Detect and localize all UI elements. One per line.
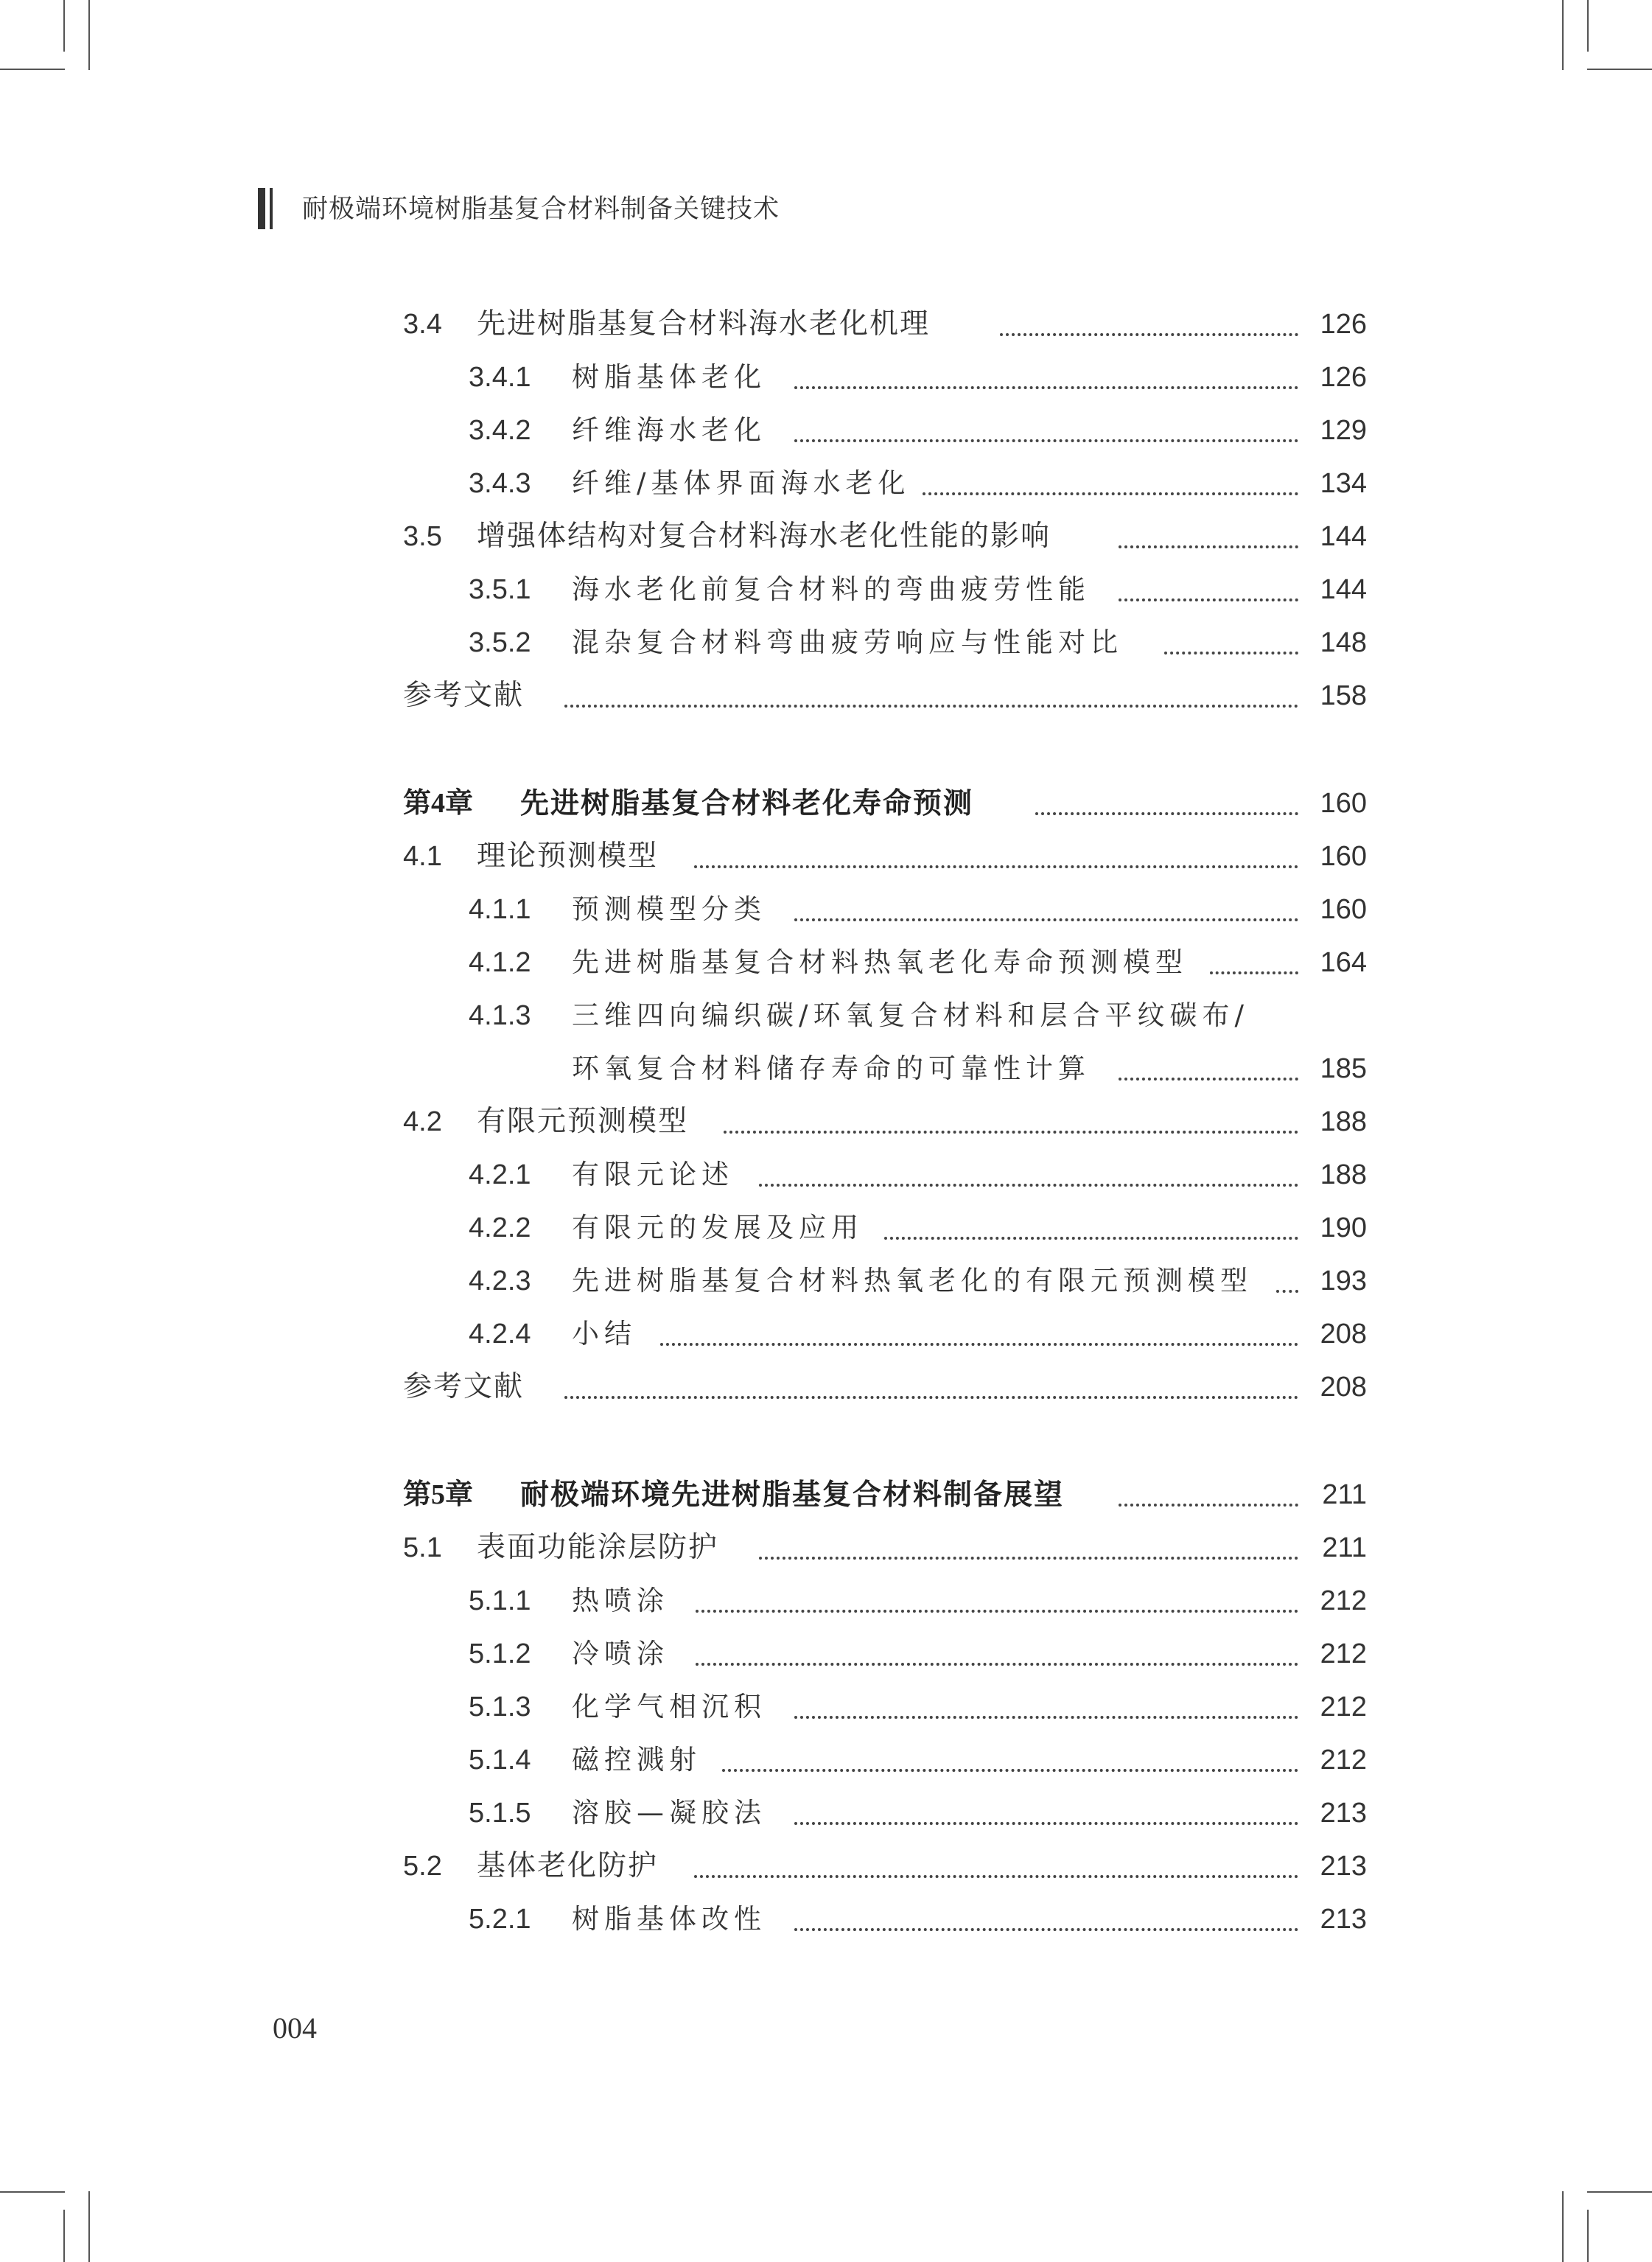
toc-number: 5.2.1 [469, 1904, 531, 1935]
toc-number: 5.1.4 [469, 1745, 531, 1776]
toc-title: 有限元预测模型 [477, 1105, 689, 1138]
toc-number: 5.1.2 [469, 1638, 531, 1669]
toc-title: 先进树脂基复合材料热氧老化寿命预测模型 [572, 946, 1188, 978]
toc-leader-dots [1119, 541, 1298, 548]
toc-number: 4.1.2 [469, 947, 531, 978]
toc-page: 160 [1320, 841, 1367, 872]
toc-page: 158 [1320, 680, 1367, 711]
toc-page: 211 [1322, 1532, 1367, 1563]
toc-number: 4.2.4 [469, 1319, 531, 1350]
toc-leader-dots [794, 914, 1298, 921]
toc-title: 小结 [572, 1318, 637, 1350]
toc-entry[interactable] [0, 1521, 1652, 1574]
toc-entry-continuation[interactable] [0, 1042, 1652, 1095]
toc-leader-dots [923, 488, 1298, 495]
toc-title: 冷喷涂 [572, 1638, 669, 1669]
toc-page: 144 [1320, 574, 1367, 605]
header-bar-decoration [270, 188, 273, 229]
header-bar-decoration [258, 188, 265, 229]
toc-leader-dots [1119, 594, 1298, 601]
crop-mark [1587, 2191, 1652, 2193]
toc-leader-dots [1164, 647, 1298, 654]
toc-page: 190 [1320, 1212, 1367, 1243]
toc-entry[interactable] [0, 1095, 1652, 1148]
toc-number: 5.1 [403, 1532, 442, 1563]
toc-page: 212 [1320, 1585, 1367, 1616]
toc-number: 3.4.1 [469, 362, 531, 393]
toc-page: 160 [1320, 894, 1367, 925]
toc-title: 表面功能涂层防护 [477, 1531, 719, 1564]
toc-leader-dots [1276, 1285, 1298, 1293]
toc-title: 先进树脂基复合材料老化寿命预测 [520, 786, 974, 820]
toc-title: 先进树脂基复合材料热氧老化的有限元预测模型 [572, 1265, 1253, 1296]
toc-number: 4.1.3 [469, 1000, 531, 1031]
toc-page: 212 [1320, 1745, 1367, 1776]
toc-entry[interactable] [0, 457, 1652, 510]
toc-entry[interactable] [0, 1361, 1652, 1414]
toc-title: 预测模型分类 [572, 893, 766, 925]
crop-mark [1587, 0, 1589, 52]
toc-title: 溶胶—凝胶法 [572, 1797, 766, 1829]
toc-page: 160 [1320, 788, 1367, 819]
toc-number: 4.1.1 [469, 894, 531, 925]
toc-leader-dots [564, 700, 1298, 708]
toc-title: 树脂基体改性 [572, 1903, 766, 1935]
toc-entry[interactable] [0, 830, 1652, 883]
toc-title: 海水老化前复合材料的弯曲疲劳性能 [572, 573, 1091, 605]
toc-entry[interactable] [0, 1787, 1652, 1840]
toc-entry[interactable] [0, 1627, 1652, 1680]
toc-leader-dots [722, 1764, 1298, 1772]
toc-entry[interactable] [0, 510, 1652, 563]
toc-entry[interactable] [0, 298, 1652, 351]
toc-title: 增强体结构对复合材料海水老化性能的影响 [477, 520, 1051, 553]
toc-leader-dots [724, 1126, 1298, 1134]
crop-mark [1562, 2191, 1564, 2262]
toc-title: 有限元论述 [572, 1159, 734, 1190]
toc-entry[interactable] [0, 936, 1652, 989]
toc-number: 第5章 [403, 1479, 474, 1510]
toc-title: 热喷涂 [572, 1585, 669, 1616]
toc-entry[interactable] [0, 404, 1652, 457]
toc-number: 5.1.1 [469, 1585, 531, 1616]
toc-page: 212 [1320, 1692, 1367, 1722]
toc-page: 213 [1320, 1904, 1367, 1935]
toc-leader-dots [1210, 967, 1298, 974]
toc-number: 5.1.5 [469, 1798, 531, 1829]
toc-title: 环氧复合材料储存寿命的可靠性计算 [572, 1053, 1091, 1084]
toc-leader-dots [1000, 329, 1298, 336]
toc-number: 5.1.3 [469, 1692, 531, 1722]
toc-entry[interactable] [0, 563, 1652, 616]
toc-leader-dots [1119, 1073, 1298, 1081]
toc-number: 3.5 [403, 521, 442, 552]
toc-title: 树脂基体老化 [572, 361, 766, 393]
toc-entry[interactable] [0, 1840, 1652, 1893]
crop-mark [63, 0, 65, 52]
toc-entry[interactable] [0, 616, 1652, 669]
crop-mark [1562, 0, 1564, 70]
toc-number: 4.2.3 [469, 1266, 531, 1296]
toc-chapter-entry[interactable] [0, 1468, 1652, 1521]
toc-leader-dots [564, 1392, 1298, 1399]
toc-title: 先进树脂基复合材料海水老化机理 [477, 307, 931, 341]
toc-leader-dots [794, 382, 1298, 389]
toc-title: 参考文献 [403, 1370, 525, 1403]
toc-entry[interactable] [0, 1308, 1652, 1361]
toc-leader-dots [696, 1658, 1298, 1666]
toc-entry[interactable] [0, 883, 1652, 936]
crop-mark [88, 0, 90, 70]
toc-page: 213 [1320, 1798, 1367, 1829]
toc-entry[interactable] [0, 1148, 1652, 1201]
toc-entry[interactable] [0, 989, 1652, 1042]
toc-entry[interactable] [0, 351, 1652, 404]
crop-mark [63, 2210, 65, 2262]
toc-page: 211 [1322, 1479, 1367, 1510]
toc-page: 208 [1320, 1319, 1367, 1350]
toc-title: 纤维/基体界面海水老化 [572, 467, 911, 499]
toc-entry[interactable] [0, 669, 1652, 722]
toc-title: 磁控溅射 [572, 1744, 701, 1776]
crop-mark [88, 2191, 90, 2262]
toc-leader-dots [794, 1818, 1298, 1825]
toc-page: 185 [1320, 1053, 1367, 1084]
toc-leader-dots [660, 1338, 1298, 1346]
toc-leader-dots [759, 1179, 1298, 1187]
toc-leader-dots [884, 1232, 1298, 1240]
toc-number: 5.2 [403, 1851, 442, 1882]
toc-title: 理论预测模型 [477, 839, 659, 873]
toc-title: 耐极端环境先进树脂基复合材料制备展望 [520, 1478, 1065, 1512]
toc-page: 164 [1320, 947, 1367, 978]
toc-leader-dots [694, 1871, 1298, 1878]
toc-leader-dots [1035, 808, 1298, 815]
toc-page: 212 [1320, 1638, 1367, 1669]
toc-entry[interactable] [0, 1734, 1652, 1787]
toc-title: 参考文献 [403, 679, 525, 712]
toc-entry[interactable] [0, 1574, 1652, 1627]
toc-entry[interactable] [0, 1680, 1652, 1734]
toc-title: 混杂复合材料弯曲疲劳响应与性能对比 [572, 626, 1123, 658]
toc-page: 134 [1320, 468, 1367, 499]
crop-mark [0, 2191, 65, 2193]
toc-title: 有限元的发展及应用 [572, 1212, 864, 1243]
toc-number: 3.4 [403, 309, 442, 340]
toc-title: 三维四向编织碳/环氧复合材料和层合平纹碳布/ [572, 999, 1249, 1031]
toc-title: 纤维海水老化 [572, 414, 766, 446]
toc-number: 第4章 [403, 788, 474, 819]
toc-number: 4.2 [403, 1106, 442, 1137]
toc-leader-dots [694, 861, 1298, 868]
toc-page: 148 [1320, 627, 1367, 658]
toc-number: 4.1 [403, 841, 442, 872]
toc-entry[interactable] [0, 1893, 1652, 1946]
page-number: 004 [273, 2011, 317, 2045]
toc-page: 144 [1320, 521, 1367, 552]
toc-entry[interactable] [0, 1201, 1652, 1254]
toc-page: 213 [1320, 1851, 1367, 1882]
toc-number: 4.2.2 [469, 1212, 531, 1243]
toc-page: 193 [1320, 1266, 1367, 1296]
toc-title: 基体老化防护 [477, 1849, 659, 1882]
toc-page: 208 [1320, 1372, 1367, 1403]
toc-page: 126 [1320, 309, 1367, 340]
crop-mark [1587, 2210, 1589, 2262]
toc-number: 3.5.2 [469, 627, 531, 658]
crop-mark [1587, 69, 1652, 70]
crop-mark [0, 69, 65, 70]
toc-page: 126 [1320, 362, 1367, 393]
toc-entry[interactable] [0, 1254, 1652, 1308]
toc-title: 化学气相沉积 [572, 1691, 766, 1722]
toc-chapter-entry[interactable] [0, 777, 1652, 830]
toc-leader-dots [794, 435, 1298, 442]
toc-number: 3.4.2 [469, 415, 531, 446]
toc-number: 3.5.1 [469, 574, 531, 605]
toc-leader-dots [759, 1552, 1298, 1560]
toc-number: 3.4.3 [469, 468, 531, 499]
toc-page: 188 [1320, 1106, 1367, 1137]
toc-leader-dots [794, 1711, 1298, 1719]
running-header-title: 耐极端环境树脂基复合材料制备关键技术 [302, 195, 780, 224]
toc-page: 188 [1320, 1159, 1367, 1190]
toc-leader-dots [794, 1924, 1298, 1931]
toc-number: 4.2.1 [469, 1159, 531, 1190]
toc-page: 129 [1320, 415, 1367, 446]
toc-leader-dots [696, 1605, 1298, 1613]
toc-leader-dots [1119, 1499, 1298, 1507]
